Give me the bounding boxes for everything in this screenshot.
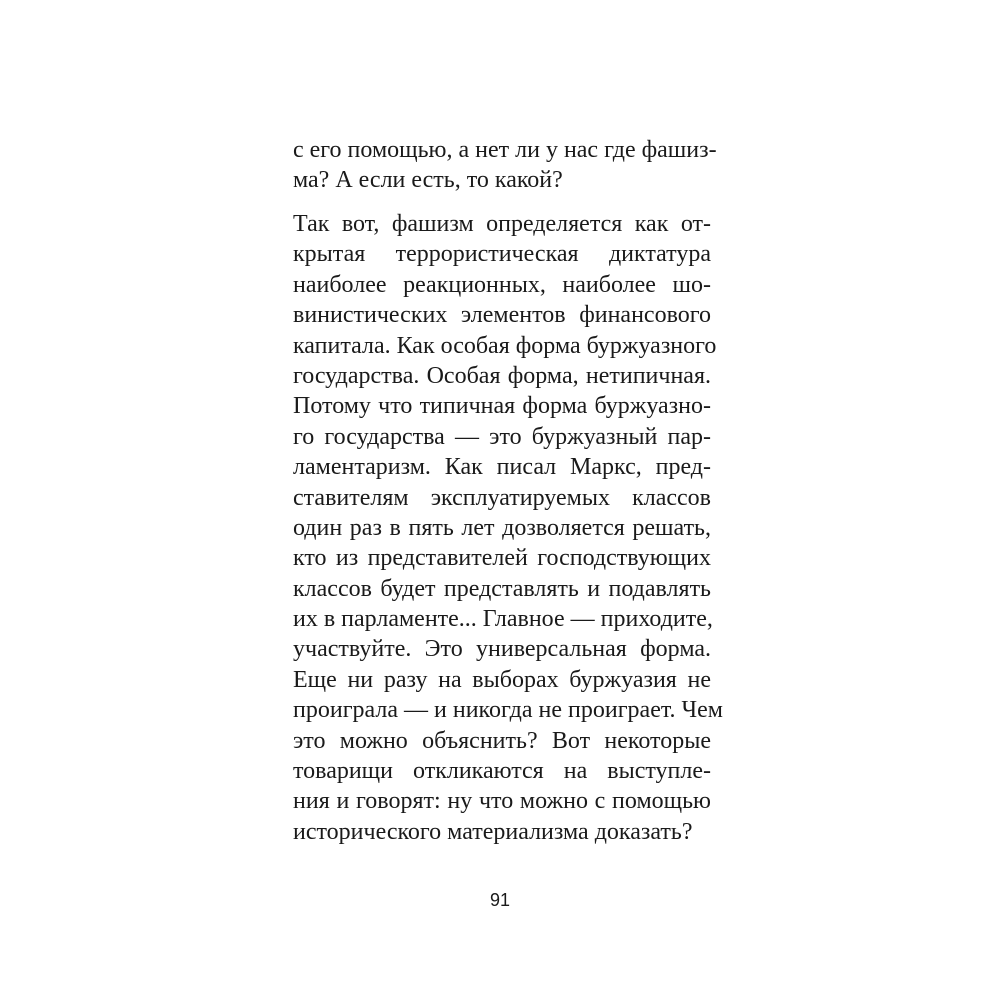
text-line: исторического материализма доказать? — [293, 818, 693, 845]
text-line: Потому что типичная форма буржуазно- — [293, 393, 711, 420]
text-line: один раз в пять лет дозволяется решать, — [293, 514, 711, 541]
text-line: с его помощью, а нет ли у нас где фашиз- — [293, 137, 717, 163]
text-line: ма? А если есть, то какой? — [293, 167, 563, 194]
text-line: участвуйте. Это универсальная форма. — [293, 636, 711, 663]
text-line: товарищи откликаются на выступле- — [293, 758, 711, 785]
text-line: это можно объяснить? Вот некоторые — [293, 727, 711, 754]
text-line: винистических элементов финансового — [293, 302, 711, 329]
text-line: проиграла — и никогда не проиграет. Чем — [293, 697, 723, 724]
text-line: их в парламенте... Главное — приходите, — [293, 606, 713, 633]
text-line: кто из представителей господствующих — [293, 545, 711, 572]
text-line: классов будет представлять и подавлять — [293, 575, 711, 602]
text-line: государства. Особая форма, нетипичная. — [293, 362, 711, 389]
text-line: Еще ни разу на выборах буржуазия не — [293, 666, 711, 693]
text-line: наиболее реакционных, наиболее шо- — [293, 271, 711, 298]
paragraph-main — [293, 209, 723, 847]
text-line: ставителям эксплуатируемых классов — [293, 484, 711, 511]
text-line: ламентаризм. Как писал Маркс, пред- — [293, 454, 711, 481]
text-line: го государства — это буржуазный пар- — [293, 423, 711, 450]
text-line: ния и говорят: ну что можно с помощью — [293, 788, 711, 815]
text-line: крытая террористическая диктатура — [293, 241, 711, 268]
text-line: капитала. Как особая форма буржуазного — [293, 332, 717, 359]
page-number: 91 — [489, 890, 511, 910]
text-line: Так вот, фашизм определяется как от- — [293, 211, 711, 237]
paragraph-continued — [293, 135, 717, 196]
